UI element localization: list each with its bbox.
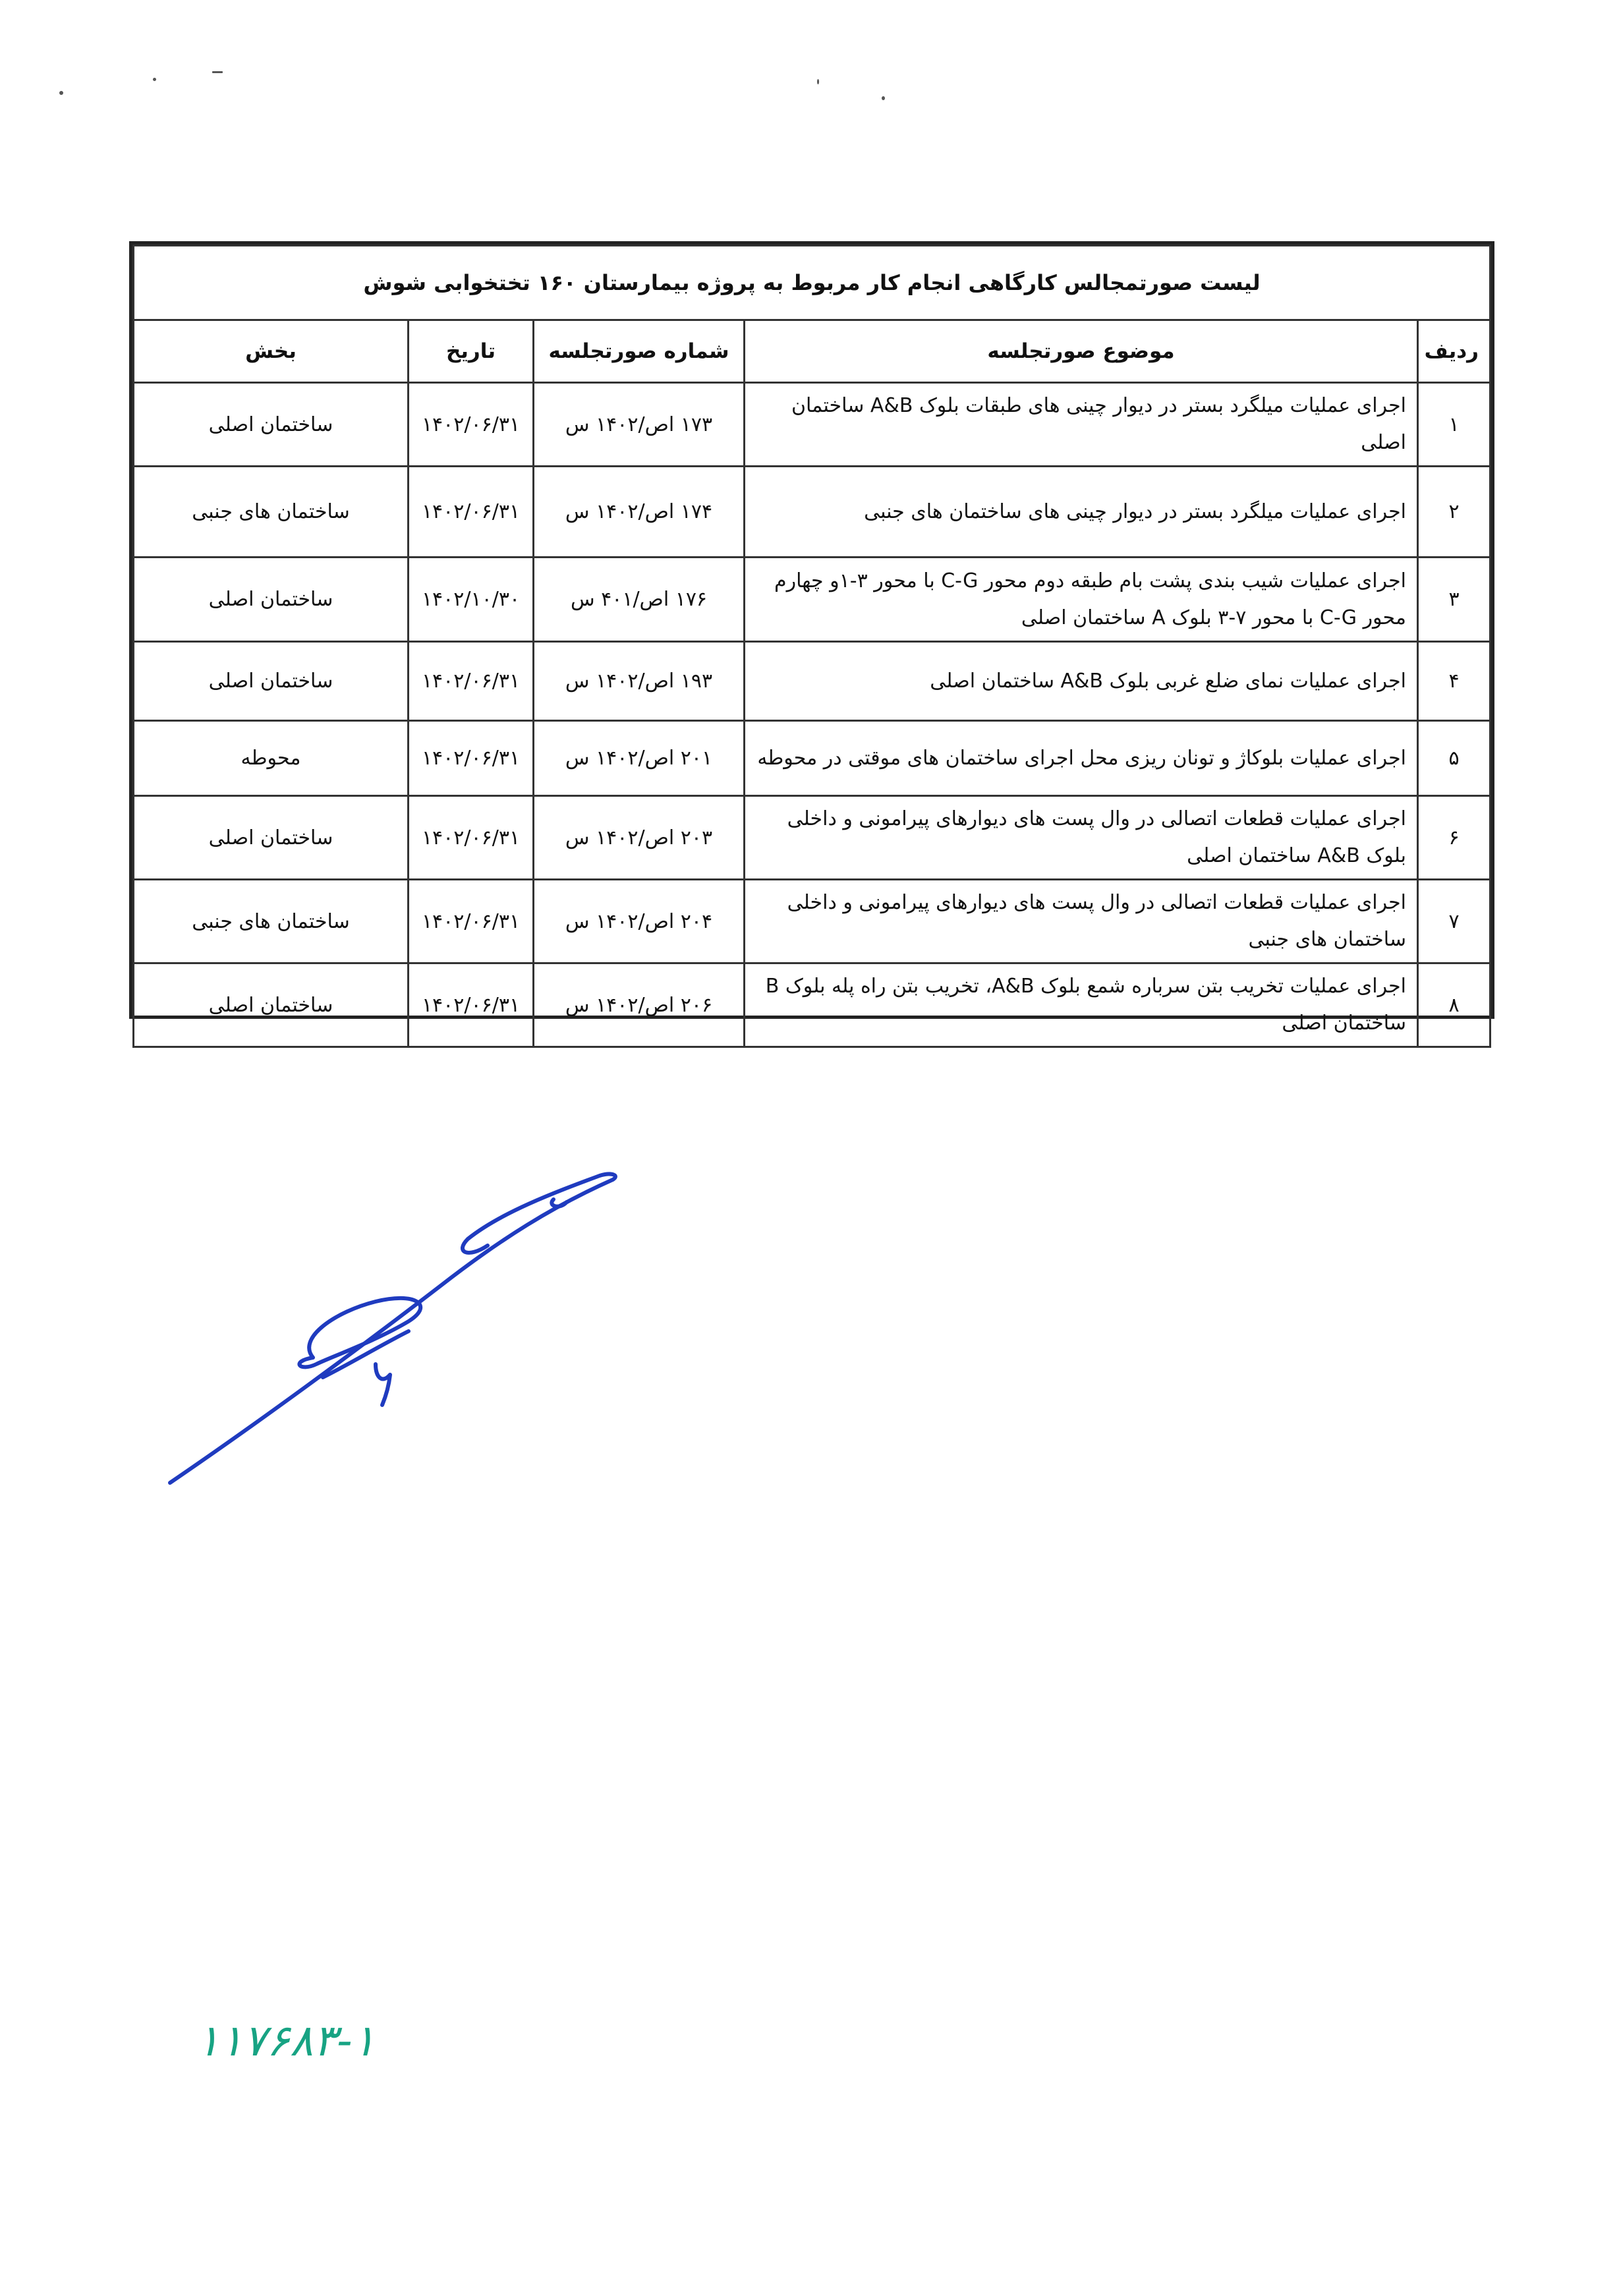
table-title: لیست صورتمجالس کارگاهی انجام کار مربوط به پروژه بیمارستان ۱۶۰ تختخوابی شوش bbox=[134, 246, 1491, 320]
scan-speck bbox=[882, 96, 885, 100]
row-section: ساختمان اصلی bbox=[134, 796, 409, 880]
header-date: تاریخ bbox=[409, 320, 534, 383]
table-row bbox=[134, 880, 1491, 963]
row-section: ساختمان اصلی bbox=[134, 558, 409, 642]
row-session-number: ۱۷۴ اص/۱۴۰۲ س bbox=[534, 467, 745, 558]
table-row bbox=[134, 467, 1491, 558]
row-number: ۵ bbox=[1418, 721, 1491, 796]
row-number: ۴ bbox=[1418, 642, 1491, 721]
scan-speck bbox=[817, 79, 819, 84]
row-date: ۱۴۰۲/۰۶/۳۱ bbox=[409, 880, 534, 963]
row-number: ۸ bbox=[1418, 963, 1491, 1047]
row-subject: اجرای عملیات قطعات اتصالی در وال پست های دیوارهای پیرامونی و داخلی بلوک A&B ساختمان اصلی bbox=[745, 796, 1418, 880]
row-number: ۷ bbox=[1418, 880, 1491, 963]
row-number: ۲ bbox=[1418, 467, 1491, 558]
table-row bbox=[134, 383, 1491, 467]
row-date: ۱۴۰۲/۰۶/۳۱ bbox=[409, 796, 534, 880]
sessions-table-frame bbox=[129, 241, 1494, 1035]
row-section: ساختمان های جنبی bbox=[134, 880, 409, 963]
row-date: ۱۴۰۲/۰۶/۳۱ bbox=[409, 963, 534, 1047]
table-row bbox=[134, 796, 1491, 880]
sessions-table bbox=[132, 244, 1491, 1048]
row-session-number: ۲۰۴ اص/۱۴۰۲ س bbox=[534, 880, 745, 963]
row-subject: اجرای عملیات قطعات اتصالی در وال پست های دیوارهای پیرامونی و داخلی ساختمان های جنبی bbox=[745, 880, 1418, 963]
row-session-number: ۲۰۱ اص/۱۴۰۲ س bbox=[534, 721, 745, 796]
row-date: ۱۴۰۲/۱۰/۳۰ bbox=[409, 558, 534, 642]
row-number: ۳ bbox=[1418, 558, 1491, 642]
scan-speck bbox=[153, 78, 156, 81]
row-number: ۶ bbox=[1418, 796, 1491, 880]
row-subject: اجرای عملیات تخریب بتن سرباره شمع بلوک A&B، تخریب بتن راه پله بلوک B ساختمان اصلی bbox=[745, 963, 1418, 1047]
table-row bbox=[134, 558, 1491, 642]
row-date: ۱۴۰۲/۰۶/۳۱ bbox=[409, 642, 534, 721]
row-subject: اجرای عملیات میلگرد بستر در دیوار چینی های طبقات بلوک A&B ساختمان اصلی bbox=[745, 383, 1418, 467]
header-session-number: شماره صورتجلسه bbox=[534, 320, 745, 383]
header-section: بخش bbox=[134, 320, 409, 383]
table-row bbox=[134, 963, 1491, 1047]
row-date: ۱۴۰۲/۰۶/۳۱ bbox=[409, 383, 534, 467]
row-section: محوطه bbox=[134, 721, 409, 796]
row-section: ساختمان اصلی bbox=[134, 383, 409, 467]
row-section: ساختمان اصلی bbox=[134, 963, 409, 1047]
row-section: ساختمان های جنبی bbox=[134, 467, 409, 558]
signature bbox=[158, 1166, 633, 1496]
row-session-number: ۲۰۶ اص/۱۴۰۲ س bbox=[534, 963, 745, 1047]
row-number: ۱ bbox=[1418, 383, 1491, 467]
scan-speck bbox=[212, 71, 223, 73]
header-row-number: ردیف bbox=[1418, 320, 1491, 383]
row-session-number: ۱۹۳ اص/۱۴۰۲ س bbox=[534, 642, 745, 721]
row-date: ۱۴۰۲/۰۶/۳۱ bbox=[409, 721, 534, 796]
row-section: ساختمان اصلی bbox=[134, 642, 409, 721]
row-session-number: ۲۰۳ اص/۱۴۰۲ س bbox=[534, 796, 745, 880]
header-subject: موضوع صورتجلسه bbox=[745, 320, 1418, 383]
scan-speck bbox=[59, 91, 63, 95]
row-date: ۱۴۰۲/۰۶/۳۱ bbox=[409, 467, 534, 558]
row-session-number: ۱۷۳ اص/۱۴۰۲ س bbox=[534, 383, 745, 467]
row-subject: اجرای عملیات بلوکاژ و تونان ریزی محل اجرای ساختمان های موقتی در محوطه bbox=[745, 721, 1418, 796]
handwritten-reference-number: ۱۱۷۶۸۳-۱ bbox=[196, 2015, 376, 2066]
table-row bbox=[134, 642, 1491, 721]
row-session-number: ۱۷۶ اص/۴۰۱ س bbox=[534, 558, 745, 642]
row-subject: اجرای عملیات میلگرد بستر در دیوار چینی های ساختمان های جنبی bbox=[745, 467, 1418, 558]
row-subject: اجرای عملیات شیب بندی پشت بام طبقه دوم محور C-G با محور ۳-۱و چهارم محور C-G با محور ۷-۳ بلوک A ساختمان اصلی bbox=[745, 558, 1418, 642]
table-row bbox=[134, 721, 1491, 796]
row-subject: اجرای عملیات نمای ضلع غربی بلوک A&B ساختمان اصلی bbox=[745, 642, 1418, 721]
